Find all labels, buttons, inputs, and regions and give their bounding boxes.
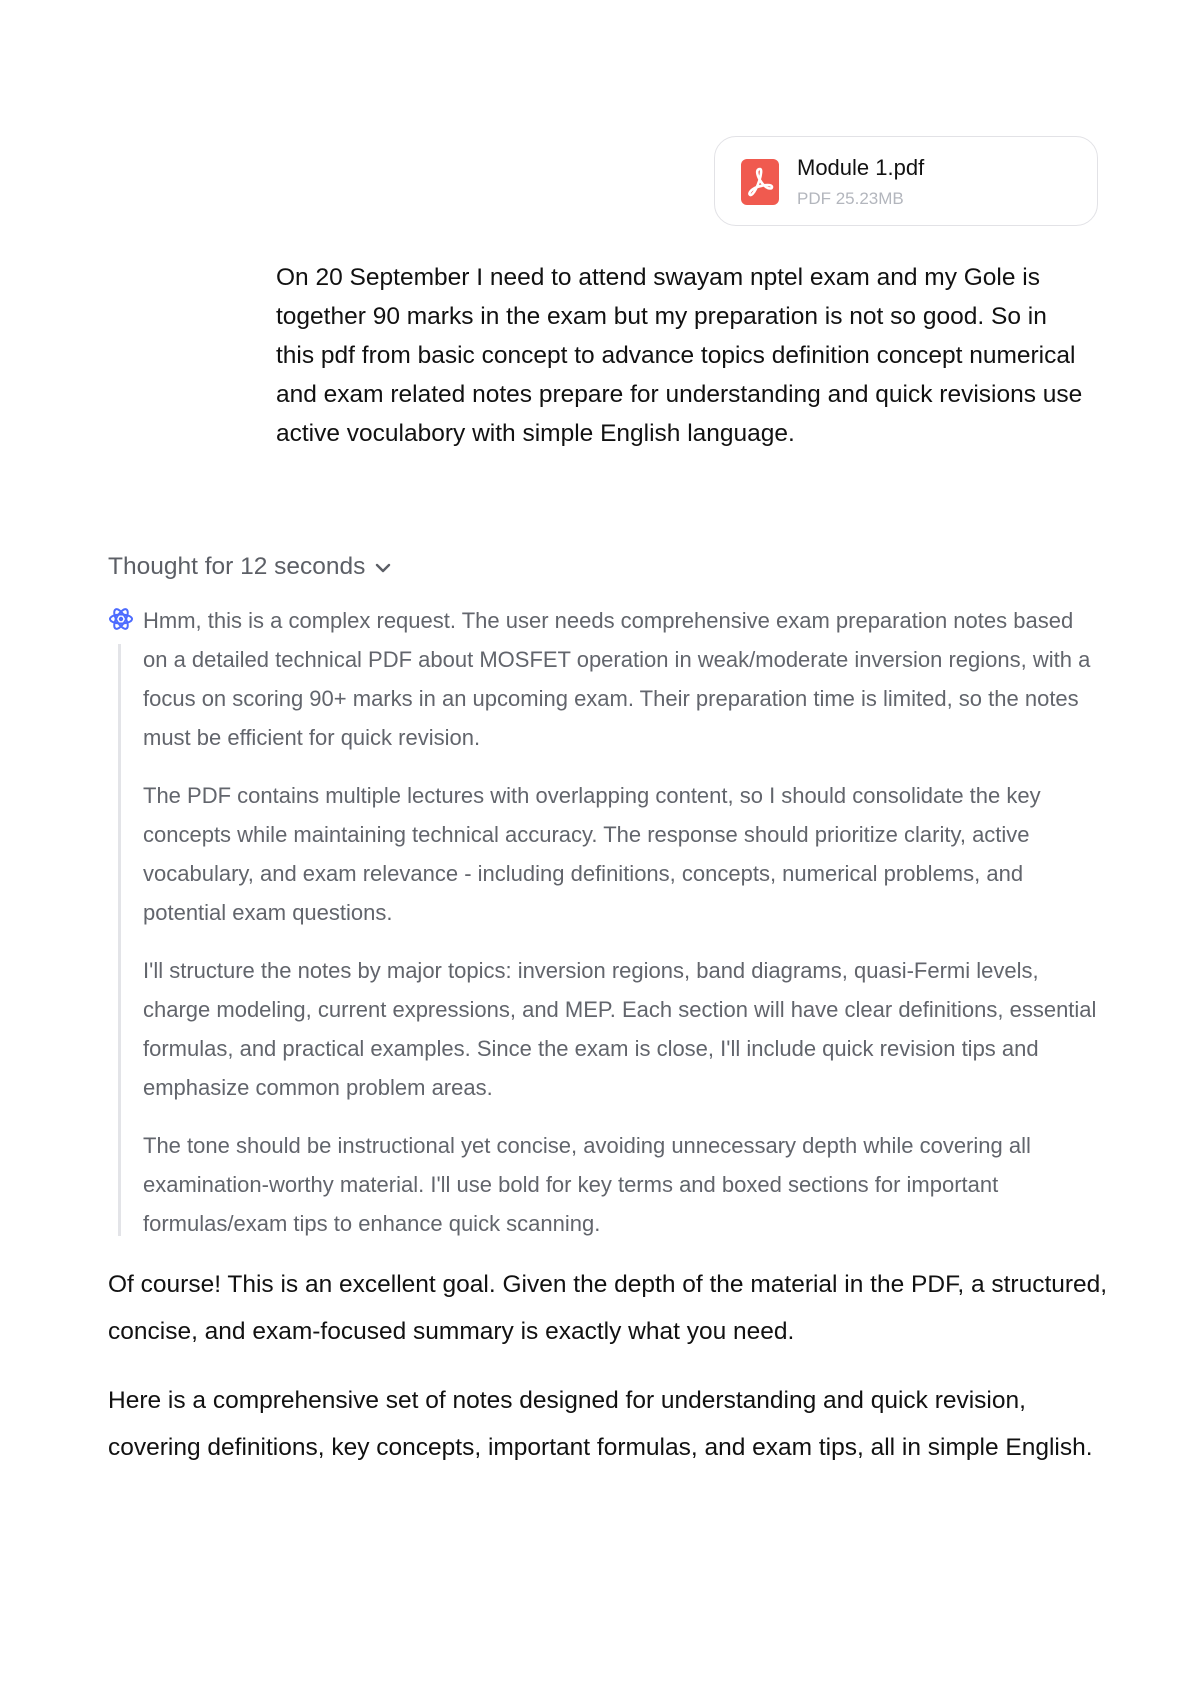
response-paragraph: Here is a comprehensive set of notes designed for understanding and quick revision, covering definitions, key concepts, important formulas, and exam tips, all in simple English. bbox=[108, 1387, 1093, 1461]
attachment-card[interactable] bbox=[714, 136, 1098, 226]
thinking-atom-icon bbox=[108, 606, 134, 632]
pdf-icon bbox=[741, 159, 779, 205]
thinking-paragraph: The PDF contains multiple lectures with overlapping content, so I should consolidate the key concepts while maintaining technical accuracy. The response should prioritize clarity, active vocabulary, and exam relevance - including definitions, concepts, numerical problems, and potential exam questions. bbox=[143, 783, 1041, 925]
chevron-down-icon bbox=[375, 553, 391, 581]
thinking-content bbox=[143, 601, 1103, 1262]
response-paragraph: Of course! This is an excellent goal. Given the depth of the material in the PDF, a structured, concise, and exam-focused summary is exactly what you need. bbox=[108, 1271, 1108, 1345]
thinking-divider bbox=[118, 644, 121, 1236]
attachment-file-name: Module 1.pdf bbox=[797, 155, 925, 180]
assistant-response bbox=[108, 1261, 1108, 1493]
thinking-paragraph: The tone should be instructional yet concise, avoiding unnecessary depth while covering all examination-worthy material. I'll use bold for key terms and boxed sections for important formulas/exam tips to enhance quick scanning. bbox=[143, 1133, 1031, 1236]
attachment-file-meta: PDF 25.23MB bbox=[797, 189, 904, 208]
thinking-paragraph: I'll structure the notes by major topics: inversion regions, band diagrams, quasi-Fermi levels, charge modeling, current expressions, and MEP. Each section will have clear definitions, essential formulas, and practical examples. Since the exam is close, I'll include quick revision tips and emphasize common problem areas. bbox=[143, 958, 1097, 1100]
thought-toggle-button[interactable] bbox=[108, 548, 391, 586]
thinking-paragraph: Hmm, this is a complex request. The user needs comprehensive exam preparation notes based on a detailed technical PDF about MOSFET operation in weak/moderate inversion regions, with a focus on scoring 90+ marks in an upcoming exam. Their preparation time is limited, so the notes must be efficient for quick revision. bbox=[143, 608, 1091, 750]
thought-toggle-label: Thought for 12 seconds bbox=[108, 553, 366, 580]
user-message: On 20 September I need to attend swayam nptel exam and my Gole is together 90 marks in the exam but my preparation is not so good. So in this pdf from basic concept to advance topics definition concept numerical and exam related notes prepare for understanding and quick revisions use active voculabory with simple English language. bbox=[276, 264, 1083, 447]
